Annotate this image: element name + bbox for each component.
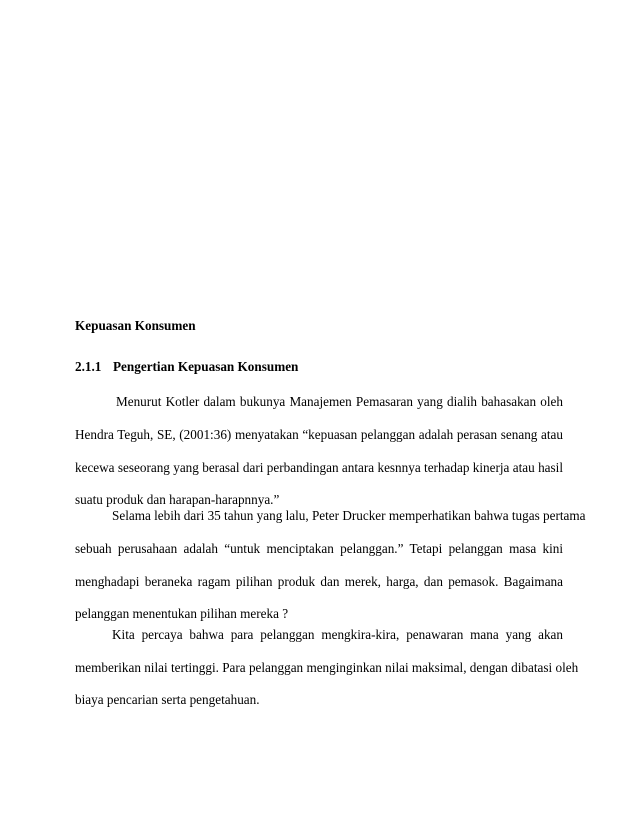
paragraph-2-line-2: sebuah perusahaan adalah “untuk menciptakan pelanggan.” Tetapi pelanggan masa kini: [75, 541, 563, 556]
paragraph-1-line-3: kecewa seseorang yang berasal dari perbandingan antara kesnnya terhadap kinerja atau hasil: [75, 460, 563, 475]
subsection-title: Pengertian Kepuasan Konsumen: [113, 359, 299, 374]
paragraph-2-line-3: menghadapi beraneka ragam pilihan produk dan merek, harga, dan pemasok. Bagaimana: [75, 574, 563, 589]
paragraph-1-line-2: Hendra Teguh, SE, (2001:36) menyatakan “kepuasan pelanggan adalah perasan senang atau: [75, 427, 563, 442]
paragraph-2-line-1: Selama lebih dari 35 tahun yang lalu, Peter Drucker memperhatikan bahwa tugas pertama: [112, 508, 586, 523]
paragraph-1-line-1: Menurut Kotler dalam bukunya Manajemen Pemasaran yang dialih bahasakan oleh: [116, 394, 563, 409]
paragraph-3-line-1: Kita percaya bahwa para pelanggan mengkira-kira, penawaran mana yang akan: [112, 627, 563, 642]
paragraph-2-line-4: pelanggan menentukan pilihan mereka ?: [75, 606, 289, 621]
paragraph-3-line-2: memberikan nilai tertinggi. Para pelanggan menginginkan nilai maksimal, dengan dibatasi oleh: [75, 660, 579, 675]
paragraph-3-line-3: biaya pencarian serta pengetahuan.: [75, 692, 260, 707]
section-title: Kepuasan Konsumen: [75, 318, 196, 333]
subsection-number: 2.1.1: [75, 359, 102, 374]
subsection-heading: [75, 359, 298, 375]
paragraph-1-line-4: suatu produk dan harapan-harapnnya.”: [75, 492, 280, 507]
